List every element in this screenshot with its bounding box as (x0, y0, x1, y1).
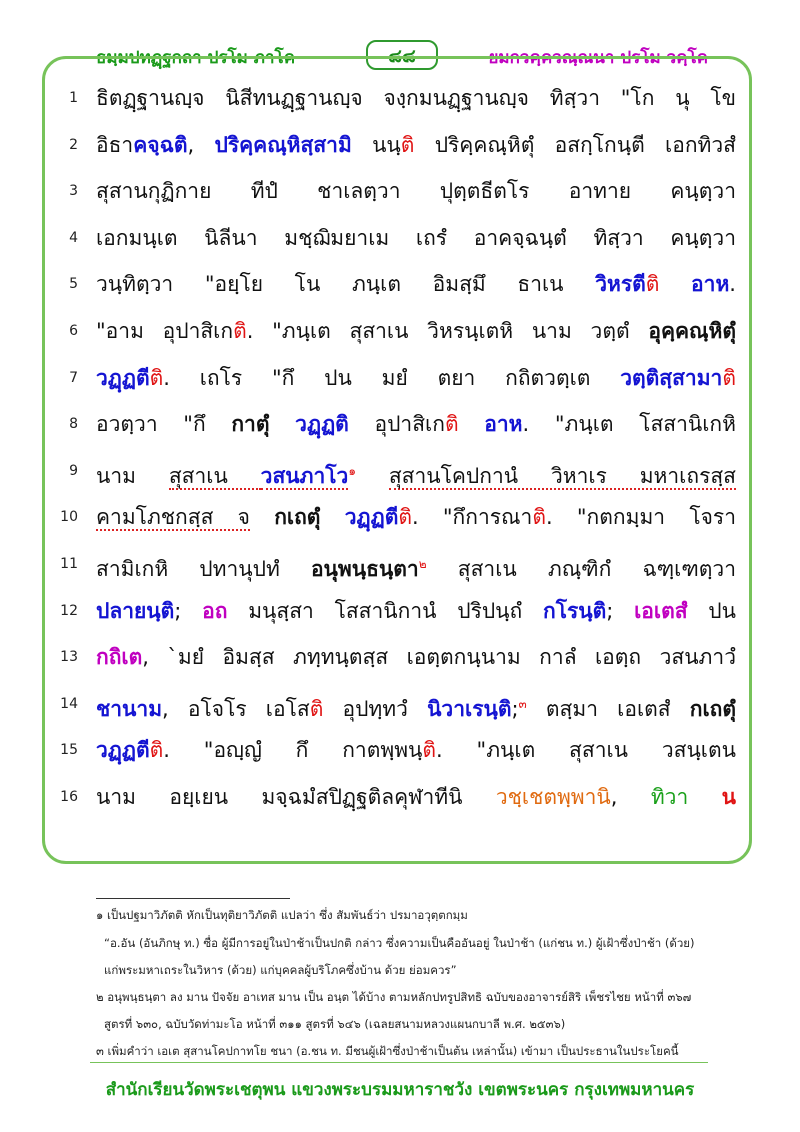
line-number: 7 (69, 369, 78, 386)
text-segment (459, 412, 485, 436)
text-segment: อาห (484, 412, 523, 437)
text-segment: ; (511, 696, 519, 721)
text-segment: คจฺฉติ (133, 132, 188, 157)
header-book-title: ธมฺมปทฏฺฐกถา ปรโม ภาโค (96, 48, 296, 68)
text-line (60, 175, 736, 207)
text-segment: , อโจโร เอโส (162, 696, 310, 721)
line-number: 4 (69, 229, 78, 246)
footnote-1: ๑ เป็นปฐมาวิภัตติ หักเป็นทุติยาวิภัตติ แปลว่า ซึ่ง สัมพันธ์ว่า ปรมาอวุตฺตกมฺม (96, 908, 468, 922)
text-line (60, 129, 736, 161)
line-number: 14 (60, 695, 78, 712)
line-text (96, 315, 736, 347)
text-segment (356, 464, 389, 488)
line-text (96, 548, 736, 585)
text-segment: , (187, 132, 215, 157)
line-text (96, 641, 736, 673)
text-segment: สุสานกุฏิกาย ทีปํ ชาเลตฺวา ปุตฺตธีตโร อาทาย คนฺตฺวา (96, 179, 736, 204)
line-number: 2 (69, 136, 78, 153)
line-number: 6 (69, 323, 78, 339)
text-segment (659, 272, 691, 296)
text-segment: อิธา (96, 132, 134, 157)
line-number: 12 (60, 602, 78, 619)
text-segment: วฏฺฏตี (96, 738, 150, 763)
line-text (96, 362, 736, 394)
text-segment: นาม (96, 463, 169, 488)
line-text (96, 408, 736, 440)
text-segment: . "ภนฺเต โสสานิเกหิ (522, 412, 736, 437)
line-text (96, 781, 736, 813)
text-segment: ชานาม (96, 696, 163, 721)
text-line (60, 641, 736, 673)
line-number: 3 (69, 183, 78, 200)
text-line (60, 362, 736, 394)
text-segment: น (721, 785, 736, 809)
line-text (96, 455, 736, 492)
text-segment: สามิเกหิ ปทานุปทํ (96, 557, 311, 581)
text-segment: , `มยํ อิมสฺส ภทฺทนฺตสฺส เอตฺตกนฺนาม กาลํ เอตฺถ วสนภาวํ (142, 645, 736, 670)
text-segment: ตสฺมา เอเตสํ (526, 696, 690, 721)
text-segment: นาม อยฺเยน มจฺฉมํสปิฏฺฐติลคุฬาทีนิ (96, 785, 496, 809)
line-number: 13 (60, 649, 78, 666)
footnote-1-line-2: “อ.อัน (อันภิกษุ ท.) ซื่อ ผู้มีการอยู่ในป่าช้าเป็นปกติ กล่าว ซึ่งความเป็นคืออันอยู่ ในป่าช้า (แก่ชน ท.) ผู้เฝ้าซึ่งป่าช้า (ด้วย) (104, 936, 695, 950)
text-segment: กถิเต (96, 645, 143, 670)
text-segment: วนฺทิตฺวา "อยฺโย โน ภนฺเต อิมสฺมึ ธาเน (96, 272, 596, 297)
text-segment: อถ (202, 598, 228, 623)
text-line (60, 222, 736, 254)
text-segment: "อาม อุปาสิเก (96, 319, 234, 343)
line-text (96, 268, 736, 300)
text-segment: ติ (233, 319, 247, 343)
line-text (96, 175, 736, 207)
text-segment: วสนภาโว (260, 463, 349, 488)
text-segment: . "ภนฺเต สุสาเน วิหรนฺเตหิ นาม วตฺตํ (246, 319, 649, 343)
text-segment: ติ (309, 696, 324, 721)
text-segment: สุสาเน (168, 463, 261, 488)
text-segment: ; (174, 598, 203, 623)
text-segment (320, 505, 344, 529)
text-segment: กเถตุํ (274, 505, 321, 530)
text-segment: อุปทฺทวํ (323, 696, 428, 721)
line-number: 16 (60, 789, 78, 805)
text-segment: ติ (422, 738, 437, 763)
text-segment: กาตุํ (231, 412, 270, 437)
line-number: 1 (69, 90, 78, 106)
text-segment: ทิวา (650, 785, 689, 809)
line-number: 11 (60, 556, 78, 572)
text-segment: วฏฺฏติ (295, 412, 349, 437)
text-segment: . "ภนฺเต สุสาเน วสนฺเตน (436, 738, 736, 763)
text-segment: ติ (444, 412, 459, 437)
text-segment: ปลายนฺติ (96, 598, 175, 623)
line-text (96, 222, 736, 254)
text-segment: วชฺเชตพฺพานิ (495, 785, 611, 809)
text-segment: . เถโร "กึ ปน มยํ ตยา กถิตวตฺเต (163, 365, 621, 390)
text-line (60, 548, 736, 580)
line-number: 15 (60, 742, 78, 759)
line-text (96, 82, 736, 114)
line-number: 9 (69, 462, 78, 479)
line-text (96, 688, 736, 725)
line-text (96, 129, 736, 161)
text-segment: ปริคฺคณฺหิสฺสามิ (214, 132, 352, 157)
text-segment (250, 505, 274, 529)
text-segment: นิวาเรนฺติ (427, 696, 512, 721)
text-segment: . "กึการณา (411, 505, 533, 530)
line-text (96, 595, 736, 627)
text-segment: ปริคฺคณฺหิตุํ อสกฺโกนฺตี เอกทิวสํ (414, 132, 736, 157)
line-number: 10 (60, 509, 78, 526)
text-segment: กโรนฺติ (543, 598, 607, 623)
text-segment: . "กตกมฺมา โจรา (545, 505, 736, 530)
text-segment: เอกมนฺเต นิลีนา มชฺฌิมยาเม เถรํ อาคจฺฉนฺตํ ทิสฺวา คนฺตฺวา (96, 225, 736, 250)
footer-institution: สำนักเรียนวัดพระเชตุพน แขวงพระบรมมหาราชวัง เขตพระนคร กรุงเทพมหานคร (105, 1080, 695, 1100)
text-line (60, 595, 736, 627)
text-line (60, 734, 736, 766)
text-segment: ธิตฏฺฐานญฺจ นิสีทนฏฺฐานญฺจ จงฺกมนฏฺฐานญฺจ ทิสฺวา "โก นุ โข (96, 86, 736, 110)
text-segment: อาห (691, 272, 730, 297)
text-segment: ติ (722, 365, 736, 390)
footnote-marker: ๓ (518, 696, 527, 711)
text-segment: วฏฺฏตี (96, 365, 150, 390)
text-segment: . (729, 272, 736, 297)
text-segment: วิหรตี (595, 272, 646, 297)
text-segment: ติ (149, 365, 164, 390)
text-segment (270, 412, 296, 436)
text-segment: ; (606, 598, 635, 623)
text-line (60, 455, 736, 487)
line-number: 5 (69, 276, 78, 293)
footnote-3: ๓ เพิ่มคำว่า เอเต สุสานโคปกาทโย ชนา (อ.ชน ท. มีชนผู้เฝ้าซึ่งป่าช้าเป็นต้น เหล่านั้น) เข้ามา เป็นประธานในประโยคนี้ (96, 1044, 679, 1058)
text-segment: อวตฺวา "กึ (96, 412, 232, 437)
text-segment: อุปาสิเก (348, 412, 445, 437)
line-text (96, 501, 736, 533)
text-segment: สุสานโคปกานํ วิหาเร มหาเถรสฺส (388, 463, 736, 488)
text-segment: มนุสฺสา โสสานิกานํ ปริปนฺถํ (227, 598, 543, 623)
footer-divider (90, 1062, 708, 1063)
text-segment: ติ (398, 505, 412, 530)
text-segment: สุสาเน ภณฺฑิกํ ฉฑฺเฑตฺวา (426, 557, 736, 581)
text-segment: เอเตสํ (634, 598, 688, 623)
text-segment: วตฺติสฺสามา (620, 365, 723, 390)
text-segment: ติ (149, 738, 164, 763)
text-line (60, 501, 736, 533)
text-segment (688, 785, 721, 809)
text-line (60, 781, 736, 813)
line-text (96, 734, 736, 766)
text-segment: . "อญฺญํ กึ กาตพฺพนฺ (163, 738, 423, 763)
text-line (60, 268, 736, 300)
text-line (60, 408, 736, 440)
text-segment: กเถตุํ (689, 696, 736, 721)
page-number: ๘๘ (366, 40, 438, 70)
text-segment: อุคฺคณฺหิตุํ (648, 319, 736, 343)
text-segment: ติ (400, 132, 415, 157)
footnote-1-line-3: แก่พระมหาเถระในวิหาร (ด้วย) แก่บุคคลผู้บริโภคซึ่งบ้าน ด้วย ย่อมควร” (104, 963, 457, 977)
footnote-2: ๒ อนุพนฺธนฺตา ลง มาน ปัจจัย อาเทส มาน เป็น อนฺต ได้บ้าง ตามหลักปทรูปสิทธิ ฉบับของอาจารย์สิริ เพ็ชรไชย หน้าที่ ๓๖๗ (96, 990, 692, 1004)
text-line (60, 315, 736, 347)
text-line (60, 688, 736, 720)
text-segment: ติ (645, 272, 660, 297)
text-segment: อนุพนฺธนฺตา (310, 557, 419, 581)
text-segment: นนฺ (351, 132, 401, 157)
header-chapter-title: ยมกวคฺควณฺณนา ปรโม วคฺโค (488, 48, 708, 68)
text-line (60, 82, 736, 114)
footnote-marker: ๒ (418, 557, 427, 571)
line-number: 8 (69, 416, 78, 433)
text-segment: ติ (532, 505, 546, 530)
text-segment: คามโภชกสฺส จ (96, 505, 250, 530)
footnote-2-line-2: สูตรที่ ๖๓๐, ฉบับวัดท่ามะโอ หน้าที่ ๓๑๑ สูตรที่ ๖๔๖ (เฉลยสนามหลวงแผนกบาลี พ.ศ. ๒๕๓๖) (104, 1017, 566, 1031)
text-segment: , (610, 785, 651, 809)
text-segment: วฏฺฏตี (344, 505, 399, 530)
footnote-marker: ๑ (348, 463, 356, 478)
text-segment: ปน (687, 598, 736, 623)
footnote-divider (96, 898, 290, 899)
